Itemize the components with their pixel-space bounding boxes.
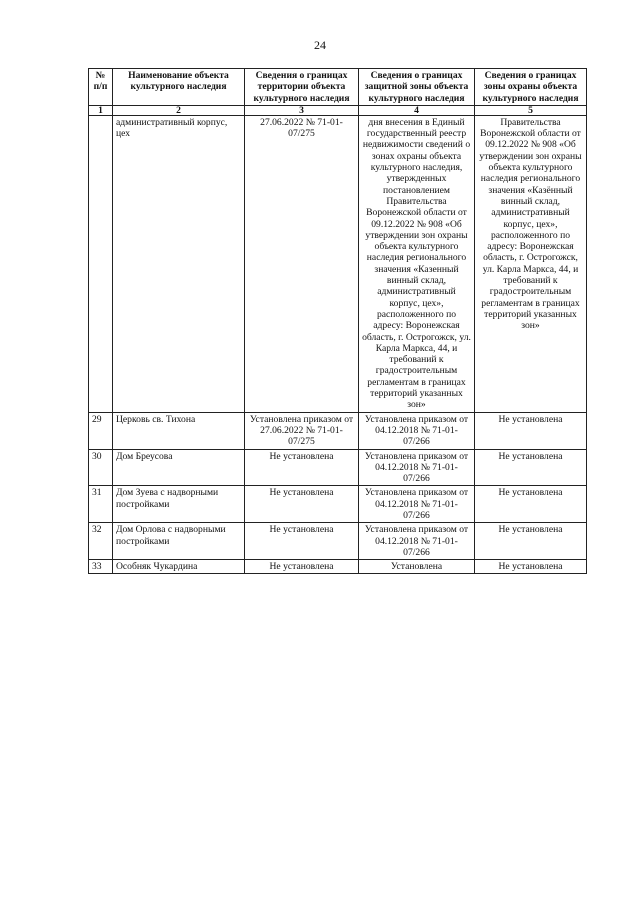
table-row [89,115,587,412]
territory-info: Не установлена [245,523,359,560]
column-number-row [89,105,587,115]
header-territory: Сведения о границах территории объекта культурного наследия [245,69,359,106]
protection-zone-info: Не установлена [475,412,587,449]
header-name: Наименование объекта культурного наследия [113,69,245,106]
table-row [89,523,587,560]
protective-zone-info: дня внесения в Единый государственный реестр недвижимости сведений о зонах охраны объекта культурного наследия, утвержденных постановлением Правительства Воронежской области от 09.12.2022 № 908 «Об утверждении зон охраны объекта культурного наследия регионального значения «Казенный винный склад, административный корпус, цех», расположенного по адресу: Воронежская область, г. Острогожск, ул. Карла Маркса, 44, и требований к градостроительным регламентам в границах территорий указанных зон» [359,115,475,412]
page-number: 24 [314,38,326,52]
row-number: 33 [89,560,113,574]
object-name: Особняк Чукардина [113,560,245,574]
protective-zone-info: Установлена [359,560,475,574]
protective-zone-info: Установлена приказом от 04.12.2018 № 71-01-07/266 [359,486,475,523]
protective-zone-info: Установлена приказом от 04.12.2018 № 71-01-07/266 [359,412,475,449]
protection-zone-info: Не установлена [475,523,587,560]
row-number [89,115,113,412]
object-name: административный корпус, цех [113,115,245,412]
territory-info: Не установлена [245,486,359,523]
header-num: № п/п [89,69,113,106]
territory-info: Установлена приказом от 27.06.2022 № 71-01-07/275 [245,412,359,449]
table-row [89,486,587,523]
row-number: 30 [89,449,113,486]
column-number: 2 [113,105,245,115]
header-protection-zone: Сведения о границах зоны охраны объекта культурного наследия [475,69,587,106]
row-number: 32 [89,523,113,560]
table-row [89,449,587,486]
table-row [89,560,587,574]
column-number: 5 [475,105,587,115]
heritage-table [88,68,587,574]
row-number: 29 [89,412,113,449]
territory-info: Не установлена [245,449,359,486]
header-protective-zone: Сведения о границах защитной зоны объекта культурного наследия [359,69,475,106]
table-row [89,412,587,449]
column-number: 1 [89,105,113,115]
territory-info: Не установлена [245,560,359,574]
protection-zone-info: Не установлена [475,560,587,574]
protection-zone-info: Правительства Воронежской области от 09.12.2022 № 908 «Об утверждении зон охраны объекта культурного наследия регионального значения «Казённый винный склад, административный корпус, цех», расположенного по адресу: Воронежская область, г. Острогожск, ул. Карла Маркса, 44, и требований к градостроительным регламентам в границах территорий указанных зон» [475,115,587,412]
header-row [89,69,587,106]
protection-zone-info: Не установлена [475,486,587,523]
object-name: Церковь св. Тихона [113,412,245,449]
object-name: Дом Зуева с надворными постройками [113,486,245,523]
territory-info: 27.06.2022 № 71-01-07/275 [245,115,359,412]
protective-zone-info: Установлена приказом от 04.12.2018 № 71-01-07/266 [359,523,475,560]
object-name: Дом Орлова с надворными постройками [113,523,245,560]
protective-zone-info: Установлена приказом от 04.12.2018 № 71-01-07/266 [359,449,475,486]
protection-zone-info: Не установлена [475,449,587,486]
object-name: Дом Бреусова [113,449,245,486]
row-number: 31 [89,486,113,523]
column-number: 3 [245,105,359,115]
column-number: 4 [359,105,475,115]
